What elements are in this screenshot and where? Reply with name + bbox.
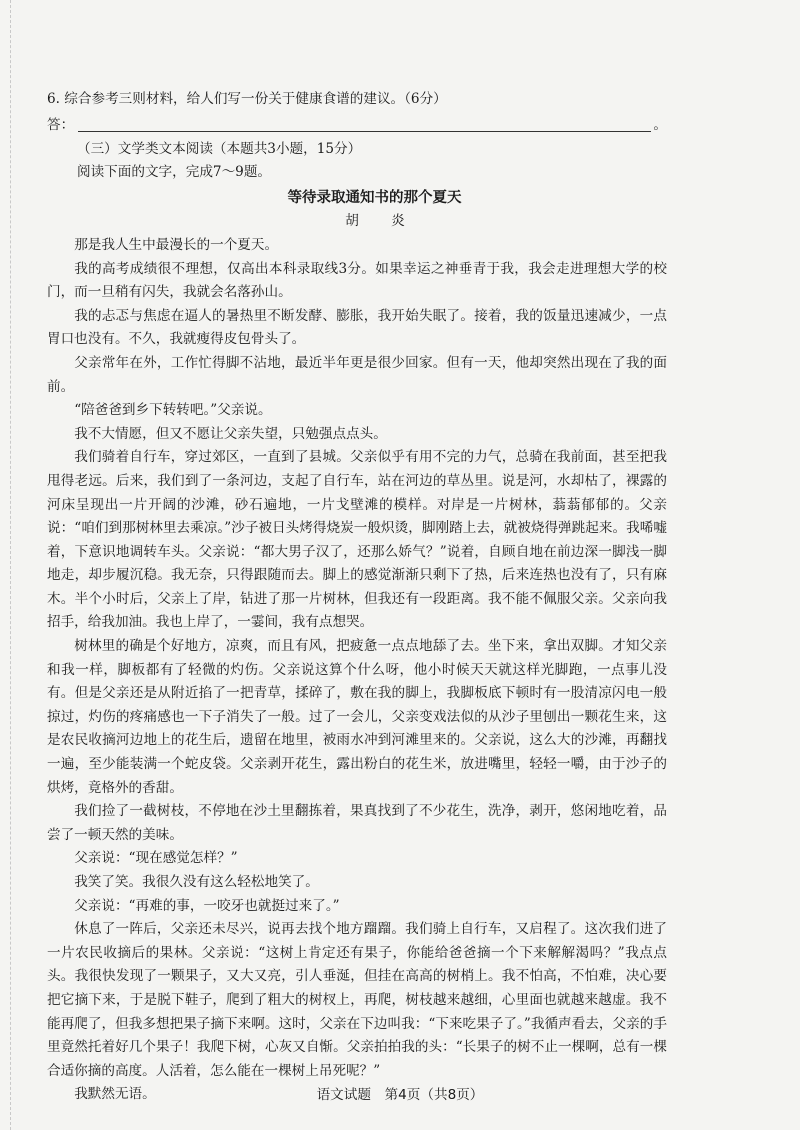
page-content	[47, 88, 667, 1107]
answer-blank-line	[78, 130, 651, 132]
answer-label: 答：	[47, 117, 75, 133]
answer-end-mark: 。	[653, 117, 667, 133]
paragraph: 父亲说：“现在感觉怎样？”	[74, 850, 238, 867]
binding-margin-line	[10, 0, 11, 1130]
paragraph: 父亲说：“再难的事，一咬牙也就挺过来了。”	[74, 897, 340, 914]
answer-row	[47, 112, 667, 138]
page-footer: 语文试题 第4页（共8页）	[316, 1087, 484, 1103]
paragraph: 我的忐忑与焦虑在逼人的暑热里不断发酵、膨胀，我开始失眠了。接着，我的饭量迅速减少，一点胃口也没有。不久，我就瘦得皮包骨头了。	[47, 307, 667, 348]
paragraph: 父亲常年在外，工作忙得脚不沾地，最近半年更是很少回家。但有一天，他却突然出现在了我的面前。	[47, 354, 667, 395]
article-author: 胡 炎	[345, 213, 419, 230]
article-title: 等待录取通知书的那个夏天	[287, 189, 462, 206]
paragraph: 我笑了笑。我很久没有这么轻松地笑了。	[74, 874, 319, 890]
paragraph: 我们捡了一截树枝，不停地在沙土里翻拣着，果真找到了不少花生，洗净，剥开，悠闲地吃着，品尝了一顿天然的美味。	[47, 803, 667, 843]
paragraph: 我们骑着自行车，穿过郊区，一直到了县城。父亲似乎有用不完的力气，总骑在我前面，甚至把我甩得老远。后来，我们到了一条河边，支起了自行车，站在河边的草丛里。说是河，水却枯了，裸露的河床呈现出一片开阔的沙滩，砂石遍地，一片戈壁滩的模样。对岸是一片树林，蓊蓊郁郁的。父亲说：“咱们到那树林里去乘凉。”沙子被日头烤得烧炭一般炽烫，脚刚踏上去，就被烧得弹跳起来。我唏嘘着，下意识地调转车头。父亲说：“都大男子汉了，还那么娇气？”说着，自顾自地在前边深一脚浅一脚地走，却步履沉稳。我无奈，只得跟随而去。脚上的感觉渐渐只剩下了热，后来连热也没有了，只有麻木。半个小时后，父亲上了岸，钻进了那一片树林，但我还有一段距离。我不能不佩服父亲。父亲向我招手，给我加油。我也上岸了，一霎间，我有点想哭。	[47, 449, 667, 631]
paragraph: 我不大情愿，但又不愿让父亲失望，只勉强点点头。	[74, 425, 387, 442]
section-header: （三）文学类文本阅读（本题共3小题，15分）	[77, 140, 362, 157]
paragraph: 我默然无语。	[74, 1086, 156, 1103]
paragraph: 我的高考成绩很不理想，仅高出本科录取线3分。如果幸运之神垂青于我，我会走进理想大学的校门，而一旦稍有闪失，我就会名落孙山。	[47, 260, 667, 301]
paragraph: 那是我人生中最漫长的一个夏天。	[74, 236, 279, 253]
reading-instruction: 阅读下面的文字，完成7～9题。	[77, 164, 272, 181]
paragraph: 树林里的确是个好地方，凉爽，而且有风，把疲惫一点点地舔了去。坐下来，拿出双脚。才知父亲和我一样，脚板都有了轻微的灼伤。父亲说这算个什么呀，他小时候天天就这样光脚跑，一点事儿没有。但是父亲还是从附近掐了一把青草，揉碎了，敷在我的脚上，我脚板底下顿时有一股清凉闪电一般掠过，灼伤的疼痛感也一下子消失了一般。过了一会儿，父亲变戏法似的从沙子里刨出一颗花生来，这是农民收摘河边地上的花生后，遗留在地里，被雨水冲到河滩里来的。父亲说，这么大的沙滩，再翻找一遍，至少能装满一个蛇皮袋。父亲剥开花生，露出粉白的花生米，放进嘴里，轻轻一嚼，由于沙子的烘烤，竟格外的香甜。	[47, 638, 667, 796]
question-6: 6. 综合参考三则材料，给人们写一份关于健康食谱的建议。（6分）	[47, 91, 447, 107]
paragraph: 休息了一阵后，父亲还未尽兴，说再去找个地方蹓蹓。我们骑上自行车，又启程了。这次我们进了一片农民收摘后的果林。父亲说：“这树上肯定还有果子，你能给爸爸摘一个下来解解渴吗？”我点点头。我很快发现了一颗果子，又大又亮，引人垂涎，但挂在高高的树梢上。我不怕高，不怕难，决心要把它摘下来，于是脱下鞋子，爬到了粗大的树杈上，再爬，树枝越来越细，心里面也就越来越虚。我不能再爬了，但我多想把果子摘下来啊。这时，父亲在下边叫我：“下来吃果子了。”我循声看去，父亲的手里竟然托着好几个果子！我爬下树，心灰又自惭。父亲拍拍我的头：“长果子的树不止一棵啊，总有一棵合适你摘的高度。人活着，怎么能在一棵树上吊死呢？”	[47, 921, 667, 1079]
paragraph: “陪爸爸到乡下转转吧。”父亲说。	[74, 402, 272, 419]
